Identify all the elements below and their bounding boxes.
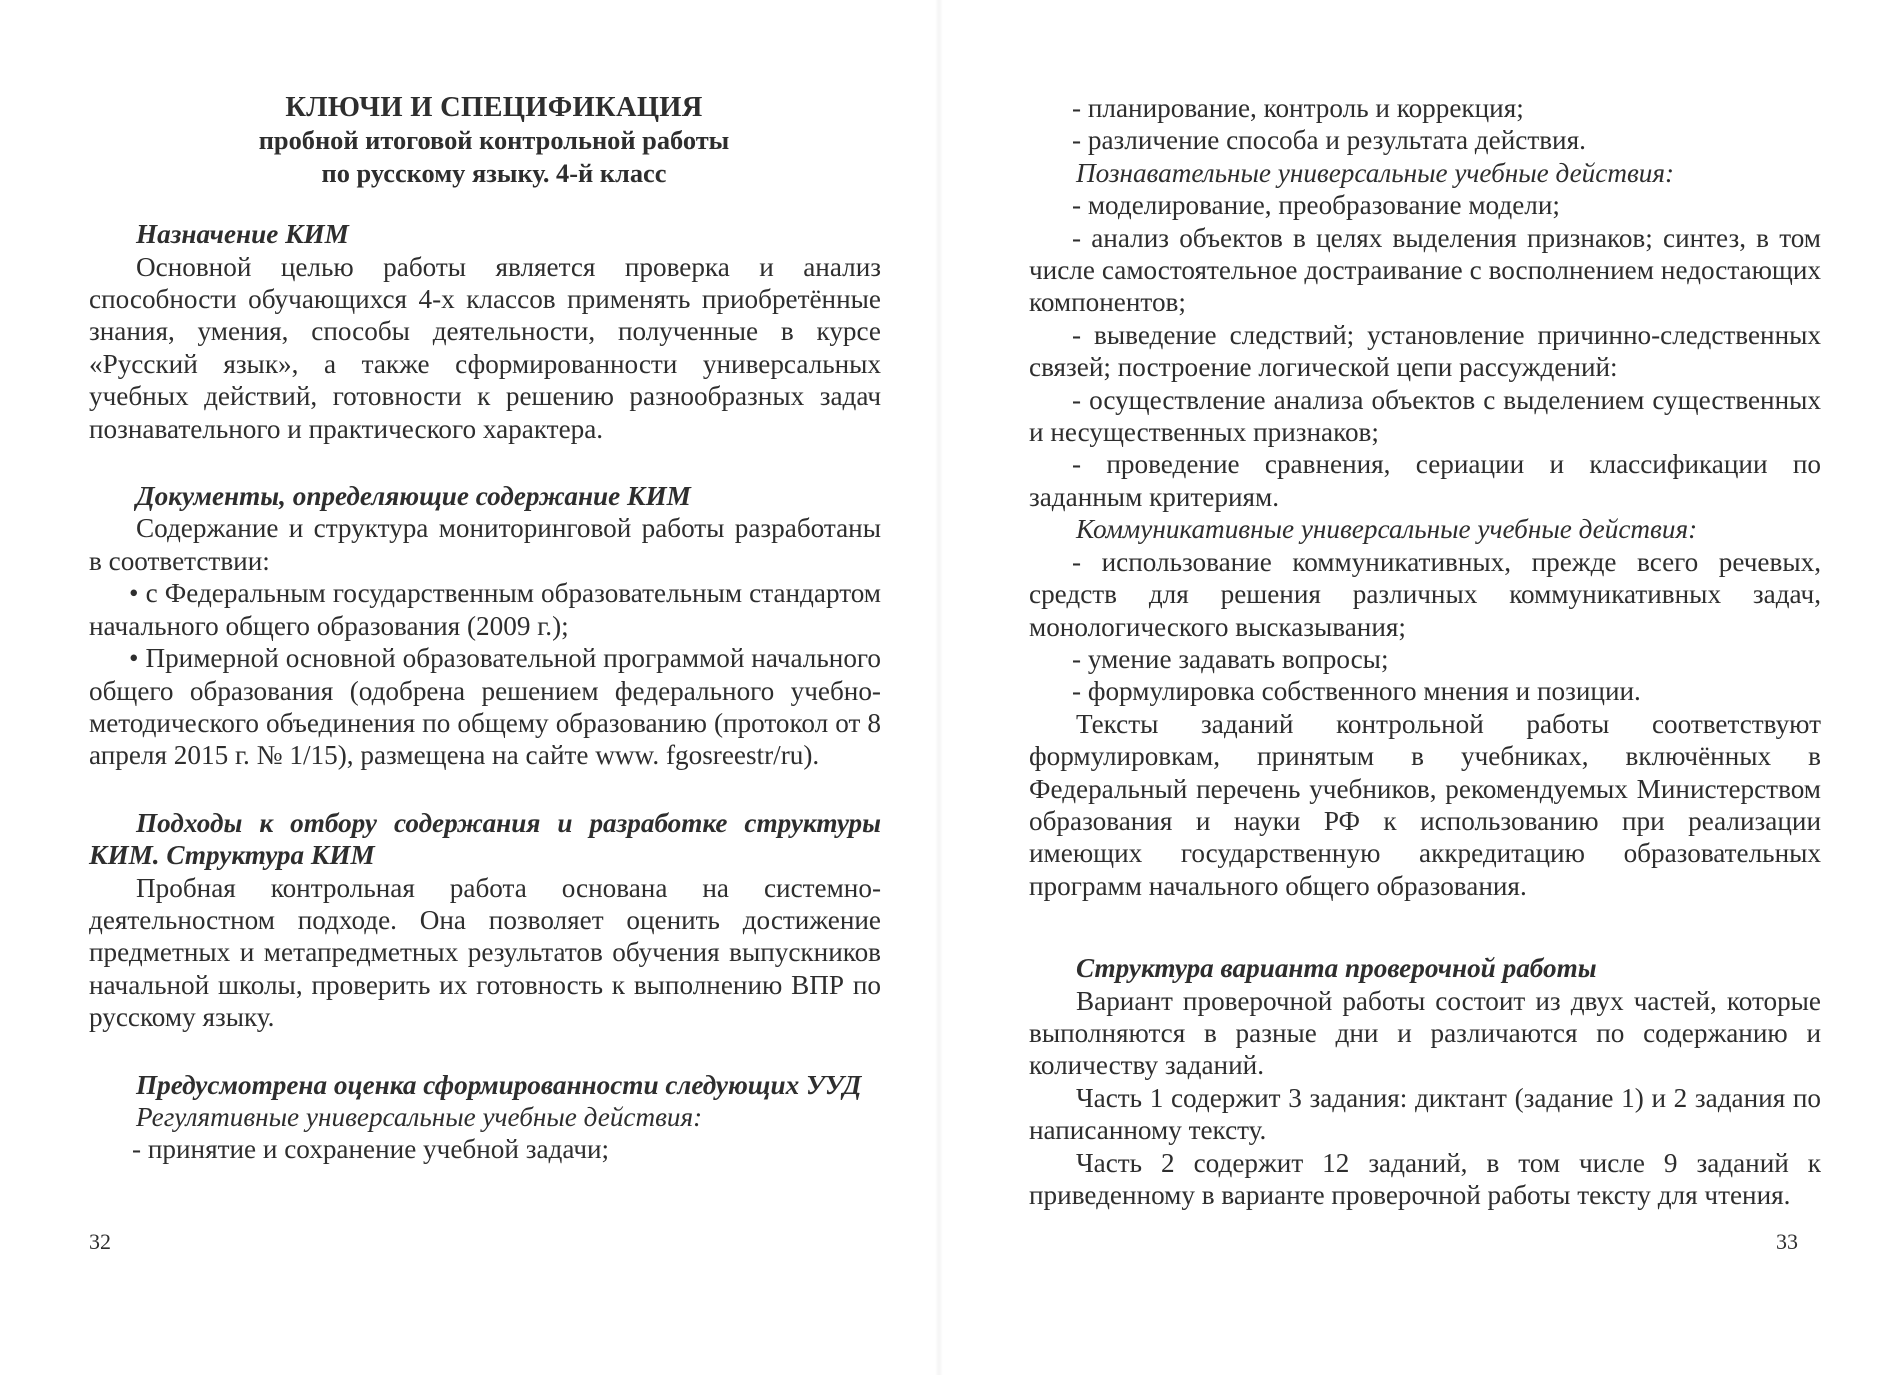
cognitive-item-1: - моделирование, преобразование модели; (1072, 190, 1560, 221)
cognitive-item-5: - проведение сравнения, сериации и классификации по заданным критериям. (1029, 449, 1821, 512)
right-page-column (1029, 92, 1821, 1211)
title-line-3: по русскому языку. 4-й класс (321, 157, 667, 188)
documents-heading: Документы, определяющие содержание КИМ (136, 481, 691, 512)
texts-paragraph: Тексты заданий контрольной работы соответствуют формулировкам, принятым в учебниках, включённых в Федеральный перечень учебников, рекомендуемых Министерством образования и науки РФ к использованию при реализации имеющих государственную аккредитацию образовательных программ начального общего образования. (1029, 708, 1821, 901)
page-number-left: 32 (89, 1229, 111, 1254)
cognitive-item-4: - осуществление анализа объектов с выделением существенных и несущественных признаков; (1029, 384, 1821, 448)
structure-heading: Структура варианта проверочной работы (1076, 953, 1597, 984)
communicative-item-2: - умение задавать вопросы; (1072, 643, 1389, 674)
approach-paragraph: Пробная контрольная работа основана на системно-деятельностном подходе. Она позволяет оценить достижение предметных и метапредметных результатов обучения выпускников начальной школы, проверить их готовность к выполнению ВПР по русскому языку. (89, 872, 881, 1033)
purpose-heading: Назначение КИМ (136, 219, 349, 250)
communicative-subheading: Коммуникативные универсальные учебные действия: (1076, 514, 1698, 545)
regulatory-subheading: Регулятивные универсальные учебные действия: (136, 1101, 703, 1132)
regulatory-item-1: - принятие и сохранение учебной задачи; (132, 1134, 610, 1165)
documents-paragraph: Содержание и структура мониторинговой работы разработаны в соответствии: (89, 513, 881, 576)
right-page (939, 0, 1878, 1375)
purpose-paragraph: Основной целью работы является проверка и анализ способности обучающихся 4-х классов применять приобретённые знания, умения, способы деятельности, полученные в курсе «Русский язык», а также сформированности универсальных учебных действий, готовности к решению разнообразных задач познавательного и практического характера. (89, 251, 881, 444)
communicative-item-1: - использование коммуникативных, прежде всего речевых, средств для решения различных коммуникативных задач, монологического высказывания; (1029, 546, 1821, 642)
left-page-column (89, 92, 881, 1166)
uud-heading: Предусмотрена оценка сформированности следующих УУД (136, 1069, 862, 1100)
cognitive-item-2: - анализ объектов в целях выделения признаков; синтез, в том числе самостоятельное достраивание с восполнением недостающих компонентов; (1029, 222, 1821, 318)
documents-bullet-2: • Примерной основной образовательной программой начального общего образования (одобрена решением федерального учебно-методического объединения по общему образованию (протокол от 8 апреля 2015 г. № 1/15), размещена на сайте www. fgosreestr/ru). (89, 643, 881, 771)
title-line-1: КЛЮЧИ И СПЕЦИФИКАЦИЯ (285, 92, 703, 123)
title-line-2: пробной итоговой контрольной работы (258, 125, 730, 156)
regulatory-item-3: - различение способа и результата действия. (1072, 125, 1586, 156)
structure-paragraph: Вариант проверочной работы состоит из двух частей, которые выполняются в разные дни и различаются по содержанию и количеству заданий. (1029, 985, 1821, 1081)
document-title (107, 92, 881, 189)
cognitive-item-3: - выведение следствий; установление причинно-следственных связей; построение логической цепи рассуждений: (1029, 319, 1821, 383)
part-2-paragraph: Часть 2 содержит 12 заданий, в том числе 9 заданий к приведенному в варианте проверочной работы тексту для чтения. (1029, 1147, 1821, 1210)
page-number-right: 33 (1776, 1229, 1798, 1254)
regulatory-item-2: - планирование, контроль и коррекция; (1072, 93, 1524, 123)
cognitive-subheading: Познавательные универсальные учебные действия: (1076, 157, 1675, 188)
part-1-paragraph: Часть 1 содержит 3 задания: диктант (задание 1) и 2 задания по написанному тексту. (1029, 1082, 1821, 1146)
approach-heading: Подходы к отбору содержания и разработке структуры КИМ. Структура КИМ (89, 807, 881, 871)
communicative-item-3: - формулировка собственного мнения и позиции. (1072, 676, 1641, 707)
documents-bullet-1: • с Федеральным государственным образовательным стандартом начального общего образования (2009 г.); (89, 578, 881, 641)
